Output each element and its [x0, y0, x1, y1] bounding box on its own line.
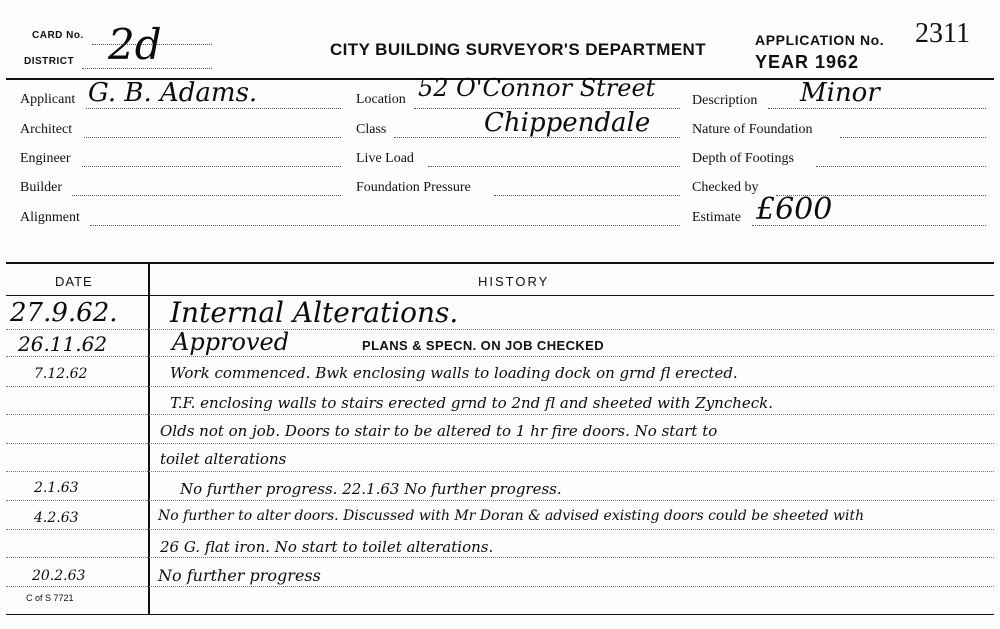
- ruled-line: [6, 329, 994, 330]
- application-number: 2311: [915, 18, 970, 49]
- form-code: C of S 7721: [26, 593, 74, 603]
- table-top-rule: [6, 262, 994, 264]
- nature-foundation-line: [840, 137, 986, 138]
- class-label: Class: [356, 122, 387, 137]
- table-bottom-rule: [6, 614, 994, 615]
- foundation-pressure-line: [494, 195, 680, 196]
- architect-label: Architect: [20, 122, 73, 137]
- row-text: Internal Alterations.: [170, 296, 459, 329]
- ruled-line: [6, 471, 994, 472]
- row-text: No further to alter doors. Discussed with Mr Doran & advised existing doors could be sheeted with: [158, 508, 865, 524]
- row-date: 4.2.63: [34, 510, 79, 526]
- row-text: T.F. enclosing walls to stairs erected grnd to 2nd fl and sheeted with Zyncheck.: [170, 394, 774, 412]
- estimate-label: Estimate: [692, 210, 741, 225]
- row-date: 26.11.62: [18, 332, 108, 356]
- ruled-line: [6, 586, 994, 587]
- ruled-line: [6, 500, 994, 501]
- applicant-value: G. B. Adams.: [88, 78, 258, 108]
- depth-footings-line: [816, 166, 986, 167]
- class-value: Chippendale: [484, 108, 651, 138]
- applicant-line: [86, 108, 341, 109]
- applicant-label: Applicant: [20, 92, 76, 107]
- department-title: CITY BUILDING SURVEYOR'S DEPARTMENT: [330, 40, 707, 59]
- ruled-line: [6, 386, 994, 387]
- ruled-line: [6, 443, 994, 444]
- year-label: YEAR 1962: [755, 52, 860, 72]
- description-label: Description: [692, 93, 758, 108]
- row-text: No further progress. 22.1.63 No further progress.: [180, 480, 562, 498]
- row-date: 2.1.63: [34, 480, 79, 496]
- alignment-label: Alignment: [20, 210, 80, 225]
- approval-stamp: PLANS & SPECN. ON JOB CHECKED: [362, 338, 605, 353]
- checked-by-label: Checked by: [692, 180, 759, 195]
- ruled-line: [6, 557, 994, 558]
- description-value: Minor: [800, 78, 880, 108]
- row-date: 7.12.62: [34, 366, 88, 382]
- row-text: Olds not on job. Doors to stair to be altered to 1 hr fire doors. No start to: [160, 422, 718, 440]
- table-divider: [148, 262, 150, 614]
- row-text: 26 G. flat iron. No start to toilet alterations.: [160, 538, 494, 556]
- ruled-line: [6, 529, 994, 530]
- district-value: 2d: [108, 20, 162, 69]
- live-load-label: Live Load: [356, 151, 414, 166]
- table-header-rule: [6, 295, 994, 296]
- card-no-label: CARD No.: [32, 30, 84, 41]
- row-text: No further progress: [158, 566, 321, 585]
- row-text: toilet alterations: [160, 450, 287, 468]
- depth-footings-label: Depth of Footings: [692, 151, 794, 166]
- district-label: DISTRICT: [24, 56, 75, 67]
- ruled-line: [6, 414, 994, 415]
- architect-line: [84, 137, 341, 138]
- builder-label: Builder: [20, 180, 62, 195]
- row-date: 20.2.63: [32, 568, 86, 584]
- engineer-label: Engineer: [20, 151, 71, 166]
- application-label: APPLICATION No.: [755, 32, 885, 48]
- date-header: DATE: [55, 274, 93, 289]
- foundation-pressure-label: Foundation Pressure: [356, 180, 471, 195]
- builder-line: [72, 195, 341, 196]
- row-date: 27.9.62.: [10, 298, 118, 328]
- location-value: 52 O'Connor Street: [418, 74, 656, 102]
- row-text: Approved: [172, 328, 290, 356]
- alignment-line: [90, 225, 680, 226]
- live-load-line: [428, 166, 680, 167]
- description-line: [768, 108, 986, 109]
- history-header: HISTORY: [478, 274, 550, 289]
- location-label: Location: [356, 92, 406, 107]
- estimate-value: £600: [756, 192, 833, 227]
- row-text: Work commenced. Bwk enclosing walls to loading dock on grnd fl erected.: [170, 364, 738, 382]
- ruled-line: [6, 356, 994, 357]
- nature-foundation-label: Nature of Foundation: [692, 122, 813, 137]
- engineer-line: [82, 166, 341, 167]
